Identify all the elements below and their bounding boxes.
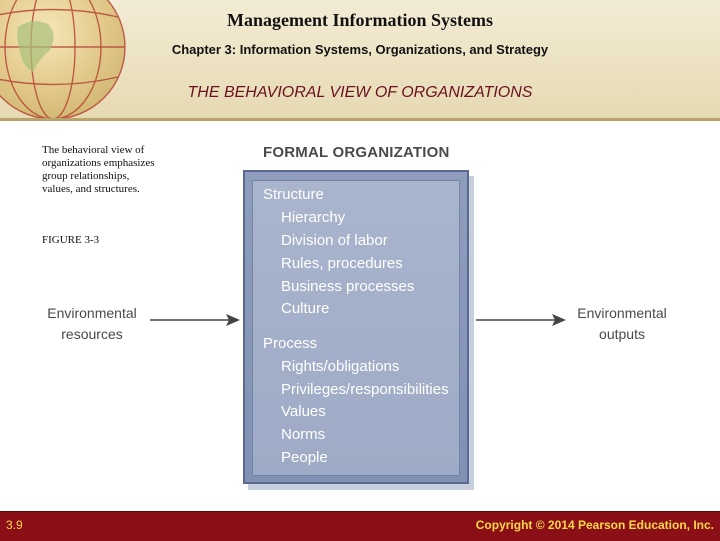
page-title: Management Information Systems [227,10,493,30]
structure-item: Business processes [281,278,415,295]
process-item: Privileges/responsibilities [281,381,449,398]
section-title: THE BEHAVIORAL VIEW OF ORGANIZATIONS [187,84,533,101]
input-line-2: resources [61,326,123,342]
structure-heading: Structure [263,186,324,203]
process-item: Norms [281,426,326,443]
header-divider [0,118,720,121]
process-item: Values [281,403,326,420]
slide-header [0,0,720,120]
output-arrow [476,314,566,326]
process-item: Rights/obligations [281,358,400,375]
input-arrow [150,314,240,326]
environmental-resources-label [40,303,144,345]
environmental-outputs-label [570,303,674,345]
figure-label: FIGURE 3-3 [42,234,100,246]
process-heading: Process [263,335,318,352]
structure-item: Culture [281,300,330,317]
structure-item: Rules, procedures [281,255,403,272]
process-item: People [281,449,328,466]
formal-organization-title: FORMAL ORGANIZATION [263,144,450,161]
page-number: 3.9 [6,518,23,532]
output-line-1: Environmental [577,305,667,321]
figure-caption: The behavioral view of organizations emphasizes group relationships, values, and structures. [42,144,155,195]
copyright-notice: Copyright © 2014 Pearson Education, Inc. [475,518,714,532]
structure-item: Hierarchy [281,209,346,226]
structure-item: Division of labor [281,232,388,249]
input-line-1: Environmental [47,305,137,321]
chapter-subtitle: Chapter 3: Information Systems, Organizations, and Strategy [171,42,549,57]
output-line-2: outputs [599,326,645,342]
